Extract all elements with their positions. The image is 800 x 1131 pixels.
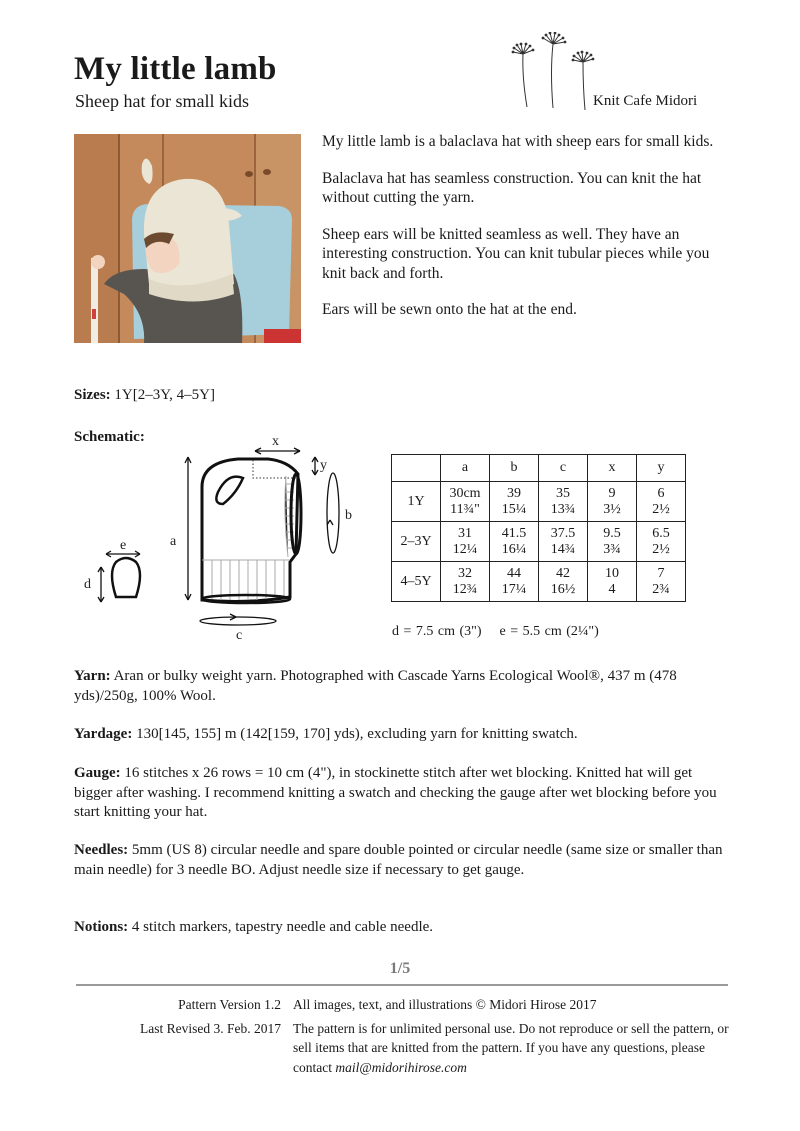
sizes-label: Sizes:	[74, 387, 111, 403]
measure-cell: 7 2¾	[637, 562, 686, 602]
size-cell: 4–5Y	[392, 562, 441, 602]
intro-paragraph: Sheep ears will be knitted seamless as well. They have an interesting construction. You can knit tubular pieces while you knit back and forth.	[322, 225, 710, 282]
dimension-d-label: d	[84, 577, 91, 592]
gauge-label: Gauge:	[74, 765, 121, 781]
table-header-row	[392, 455, 686, 482]
notions-section	[74, 918, 729, 938]
license-notice: The pattern is for unlimited personal use. Do not reproduce or sell the pattern, or sell items that are knitted from the pattern. If you have any questions, please contact mail@midorihirose.com	[293, 1020, 729, 1075]
table-row	[392, 522, 686, 562]
dimension-x-label: x	[272, 434, 279, 449]
size-cell: 2–3Y	[392, 522, 441, 562]
dimension-a-label: a	[170, 534, 177, 549]
footer-divider	[76, 984, 728, 986]
brand-name: Knit Cafe Midori	[593, 93, 698, 109]
child-in-sheep-hat-image	[74, 134, 301, 343]
page-number: 1/5	[389, 960, 411, 977]
notions-label: Notions:	[74, 919, 129, 935]
notions-text: 4 stitch markers, tapestry needle and cable needle.	[128, 919, 434, 935]
measurements-table	[391, 454, 686, 602]
measure-cell: 41.5 16¼	[490, 522, 539, 562]
measure-cell: 6 2½	[637, 482, 686, 522]
yarn-label: Yarn:	[74, 668, 111, 684]
yardage-text: 130[145, 155] m (142[159, 170] yds), excluding yarn for knitting swatch.	[132, 726, 578, 742]
needles-label: Needles:	[74, 842, 129, 858]
table-header-cell: x	[588, 455, 637, 482]
sizes-value: 1Y[2–3Y, 4–5Y]	[114, 387, 215, 403]
contact-email-link[interactable]: mail@midorihirose.com	[335, 1059, 467, 1075]
yardage-section	[74, 725, 729, 745]
dimension-y-label: y	[320, 458, 327, 473]
last-revised: Last Revised 3. Feb. 2017	[140, 1020, 281, 1036]
intro-paragraph: My little lamb is a balaclava hat with sheep ears for small kids.	[322, 133, 714, 150]
footer	[76, 995, 731, 1077]
table-header-cell	[392, 455, 441, 482]
dimension-d-note: d = 7.5 cm (3")	[392, 624, 482, 639]
ear-dimensions-note	[392, 624, 599, 640]
table-header-cell: b	[490, 455, 539, 482]
measure-cell: 9 3½	[588, 482, 637, 522]
dimension-e-label: e	[120, 538, 127, 553]
yardage-label: Yardage:	[74, 726, 133, 742]
yarn-section	[74, 667, 729, 706]
measure-cell: 6.5 2½	[637, 522, 686, 562]
table-header-cell: a	[441, 455, 490, 482]
measure-cell: 30cm 11¾"	[441, 482, 490, 522]
measure-cell: 44 17¼	[490, 562, 539, 602]
measure-cell: 37.5 14¾	[539, 522, 588, 562]
measure-cell: 31 12¼	[441, 522, 490, 562]
intro-paragraph: Ears will be sewn onto the hat at the end.	[322, 301, 577, 318]
table-header-cell: y	[637, 455, 686, 482]
pattern-version: Pattern Version 1.2	[178, 997, 281, 1012]
table-row	[392, 562, 686, 602]
ear-schematic	[84, 538, 140, 602]
dandelion-flowers-icon	[505, 32, 595, 112]
intro-paragraph: Balaclava hat has seamless construction. You can knit the hat without cutting the yarn.	[322, 169, 702, 206]
measure-cell: 32 12¾	[441, 562, 490, 602]
hat-schematic-diagram	[78, 432, 378, 642]
measure-cell: 35 13¾	[539, 482, 588, 522]
needles-text: 5mm (US 8) circular needle and spare double pointed or circular needle (same size or smaller than main needle) for 3 needle BO. Adjust needle size if necessary to get gauge.	[74, 842, 723, 878]
dimension-e-note: e = 5.5 cm (2¼")	[499, 624, 599, 639]
measure-cell: 10 4	[588, 562, 637, 602]
copyright-notice: All images, text, and illustrations © Midori Hirose 2017	[293, 997, 597, 1012]
measure-cell: 42 16½	[539, 562, 588, 602]
product-photo	[74, 134, 301, 343]
page-title: My little lamb	[74, 51, 277, 87]
intro-text	[322, 132, 732, 337]
page-subtitle: Sheep hat for small kids	[75, 91, 249, 111]
gauge-section	[74, 764, 729, 823]
yarn-text: Aran or bulky weight yarn. Photographed with Cascade Yarns Ecological Wool®, 437 m (478 yds)/250g, 100% Wool.	[74, 668, 677, 704]
dimension-c-label: c	[236, 628, 243, 642]
dimension-b-label: b	[345, 508, 352, 523]
needles-section	[74, 841, 729, 880]
measure-cell: 39 15¼	[490, 482, 539, 522]
measure-cell: 9.5 3¾	[588, 522, 637, 562]
size-cell: 1Y	[392, 482, 441, 522]
gauge-text: 16 stitches x 26 rows = 10 cm (4"), in stockinette stitch after wet blocking. Knitted hat will get bigger after washing. I recommend knitting a swatch and checking the gauge after wet blocking before you start knitting your hat.	[74, 765, 717, 820]
table-row	[392, 482, 686, 522]
schematic-label: Schematic:	[74, 429, 145, 445]
table-header-cell: c	[539, 455, 588, 482]
sizes-line	[74, 386, 215, 406]
